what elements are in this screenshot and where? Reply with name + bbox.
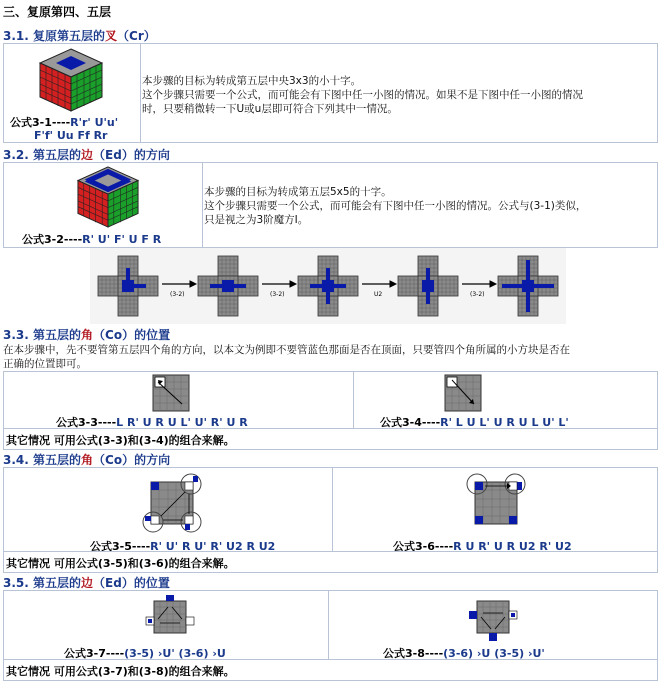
step-3-1-panel [3,43,658,143]
case-3-8-cell [328,590,658,660]
desc-3-3: 在本步骤中，先不要管第五层四个角的方向，以本文为例即不要管蓝色那面是否在顶面，只要管四个角所属的小方块是否在 正确的位置即可。 [3,344,570,370]
heading-3-5: 3.5. 第五层的边（Ed）的位置 [3,576,170,590]
case-3-7-cell [3,590,329,660]
desc-3-2: 本步骤的目标为转成第五层5x5的十字。 这个步骤只需要一个公式，而可能会有下图中任一小图的情况。公式与(3-1)类似， 只是视之为3阶魔方I。 [204,186,587,226]
case-3-4-image [444,374,482,412]
cross-state-3 [298,256,358,316]
case-3-8-image [467,595,519,643]
case-3-5-image [139,470,205,536]
formula-3-4: 公式3-4----R' L U L' U R U L U' L' [380,416,569,429]
cross-sequence [90,248,566,324]
formula-3-3: 公式3-3----L R' U R U L' U' R' U R [56,416,248,429]
case-3-3-image [152,374,190,412]
note-3-3: 其它情况 可用公式(3-3)和(3-4)的组合来解。 [6,434,235,447]
step-3-2-panel [3,162,658,248]
note-3-3-cell [3,428,658,450]
cube-3-1-cell [4,44,141,142]
arrow-label-4: (3-2) [470,291,485,298]
cross-state-5 [498,256,558,316]
formula-3-6: 公式3-6----R U R' U R U2 R' U2 [393,540,572,553]
heading-3-2: 3.2. 第五层的边（Ed）的方向 [3,148,170,162]
cube-3-2-cell [4,163,203,247]
case-3-7-image [144,595,196,639]
section-title: 三、复原第四、五层 [3,5,112,19]
arrow-label-1: (3-2) [170,291,185,298]
case-3-6-image [463,470,529,536]
formula-3-8: 公式3-8----(3-6) ›U (3-5) ›U' [383,647,545,660]
note-3-4-cell [3,551,658,573]
cube-3-2-image [76,165,140,229]
note-3-4: 其它情况 可用公式(3-5)和(3-6)的组合来解。 [6,557,235,570]
cube-3-1-image [38,47,104,113]
case-3-3-cell [3,371,354,429]
cross-state-4 [398,256,458,316]
heading-3-4: 3.4. 第五层的角（Co）的方向 [3,453,171,467]
note-3-5: 其它情况 可用公式(3-7)和(3-8)的组合来解。 [6,665,235,678]
formula-3-7: 公式3-7----(3-5) ›U' (3-6) ›U [64,647,226,660]
arrow-label-2: (3-2) [270,291,285,298]
cross-sequence-svg [90,248,566,324]
formula-3-1-cont: F'f' Uu Ff Rr [34,129,108,142]
note-3-5-cell [3,659,658,681]
formula-3-5: 公式3-5----R' U' R U' R' U2 R U2 [90,540,276,553]
formula-3-2: 公式3-2----R' U' F' U F R [22,233,162,246]
case-3-6-cell [332,467,658,552]
cross-state-1 [98,256,158,316]
case-3-4-cell [353,371,658,429]
cross-state-2 [198,256,258,316]
arrow-label-3: U2 [374,291,383,298]
case-3-5-cell [3,467,333,552]
heading-3-1: 3.1. 复原第五层的叉（Cr） [3,29,156,43]
desc-3-1: 本步骤的目标为转成第五层中央3x3的小十字。 这个步骤只需要一个公式，而可能会有下图中任一小图的情况。如果不是下图中任一小图的情况 时，只要稍微转一下U或u层即可符合下列其中一情况。 [142,75,583,115]
formula-3-1: 公式3-1----R'r' U'u' [10,116,119,129]
heading-3-3: 3.3. 第五层的角（Co）的位置 [3,328,171,342]
